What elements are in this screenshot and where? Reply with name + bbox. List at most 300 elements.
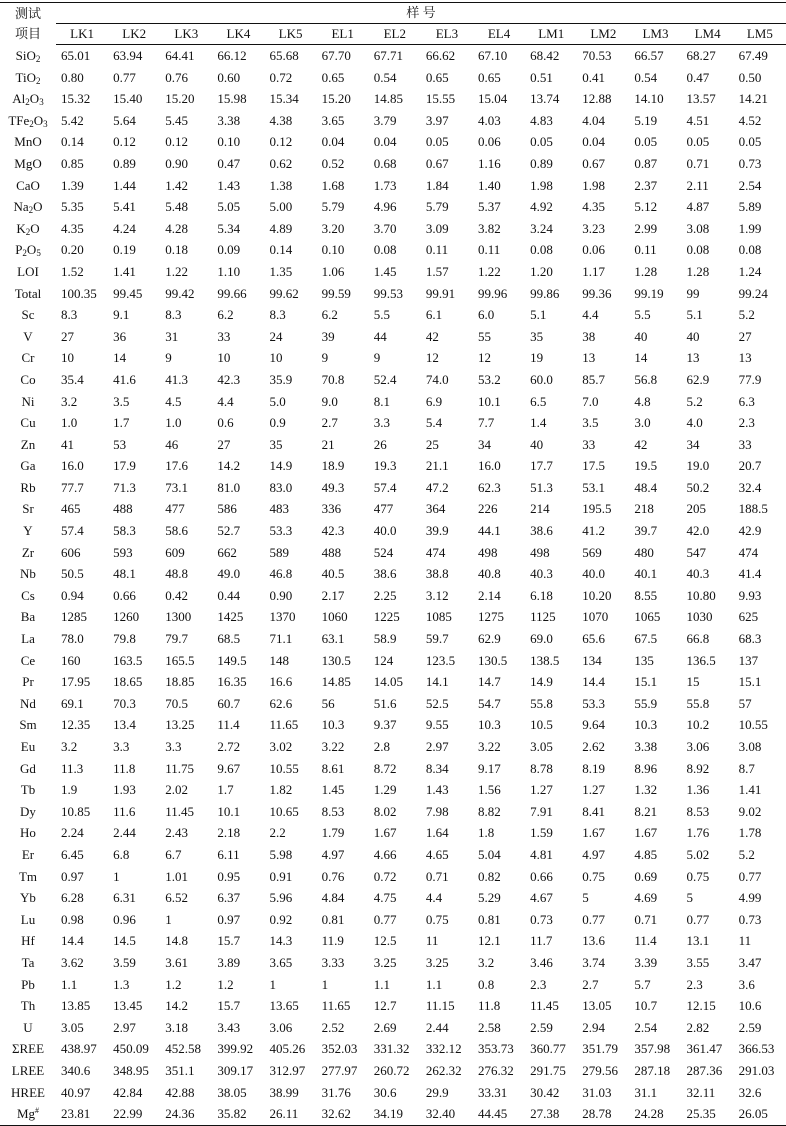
- table-cell: 12: [425, 350, 439, 366]
- table-cell: 11: [425, 933, 439, 949]
- table-cell: 488: [113, 501, 133, 517]
- table-cell: 4.04: [582, 112, 605, 128]
- table-cell: 195.5: [582, 501, 612, 517]
- table-cell: 0.81: [321, 911, 345, 927]
- table-cell: 0.89: [530, 155, 553, 171]
- table-cell: 2.3: [686, 976, 703, 992]
- table-cell: 6.28: [61, 890, 84, 906]
- table-cell: 138.5: [530, 652, 560, 668]
- table-cell: 291.75: [530, 1062, 566, 1078]
- table-cell: 3.20: [321, 220, 345, 236]
- table-cell: 0.09: [217, 242, 241, 258]
- table-cell: 6.5: [530, 393, 547, 409]
- table-cell: 14.21: [738, 91, 768, 107]
- table-row: [0, 995, 786, 1017]
- table-cell: 0.18: [165, 242, 188, 258]
- table-cell: 0.11: [634, 242, 657, 258]
- table-cell: 99.36: [582, 285, 612, 301]
- table-cell: 15.20: [165, 91, 195, 107]
- table-cell: 0.85: [61, 155, 84, 171]
- table-cell: 5.29: [478, 890, 501, 906]
- row-label: $Na_2O$: [13, 199, 43, 216]
- sample-header-row: [0, 24, 786, 45]
- table-cell: 0.80: [61, 69, 84, 85]
- table-cell: 8.82: [478, 803, 501, 819]
- table-cell: 58.3: [113, 523, 136, 539]
- table-cell: 99.86: [530, 285, 560, 301]
- row-label: Sm: [19, 717, 37, 733]
- table-row: [0, 110, 786, 132]
- table-cell: 62.9: [478, 631, 501, 647]
- table-cell: 2.3: [738, 415, 755, 431]
- table-cell: 124: [373, 652, 394, 668]
- table-cell: 0.77: [113, 69, 136, 85]
- corner-header-top: 测试: [14, 5, 41, 21]
- table-cell: 40.5: [321, 566, 345, 582]
- table-cell: 35.4: [61, 371, 84, 387]
- table-row: [0, 283, 786, 305]
- table-cell: 99.53: [373, 285, 403, 301]
- table-cell: 74.0: [425, 371, 449, 387]
- table-cell: 63.94: [113, 48, 143, 63]
- table-cell: 5.48: [165, 199, 188, 215]
- table-cell: 1070: [582, 609, 609, 625]
- table-cell: 0.11: [425, 242, 449, 258]
- column-header-lm2: LM2: [577, 24, 629, 45]
- table-cell: 33: [582, 436, 596, 452]
- table-cell: 0.89: [113, 155, 136, 171]
- table-cell: 69.1: [61, 695, 84, 711]
- table-cell: 40.0: [373, 523, 397, 539]
- table-cell: 5.12: [634, 199, 658, 215]
- table-cell: 13.05: [582, 998, 612, 1014]
- row-label: $P_2O_5$: [15, 242, 41, 259]
- table-cell: 32.6: [738, 1084, 762, 1100]
- table-cell: 4.69: [634, 890, 658, 906]
- table-cell: 19.0: [686, 458, 710, 474]
- table-cell: 11.3: [61, 760, 84, 776]
- table-cell: 31.03: [582, 1084, 612, 1100]
- table-cell: 79.8: [113, 631, 136, 647]
- table-cell: 589: [269, 544, 289, 560]
- table-cell: 57.4: [373, 479, 397, 495]
- row-label: $Al_2O_3$: [12, 91, 44, 108]
- table-cell: 10: [61, 350, 74, 366]
- table-cell: 1.84: [425, 177, 449, 193]
- table-cell: 4.35: [61, 220, 84, 236]
- table-cell: 9.37: [373, 717, 397, 733]
- table-cell: 361.47: [686, 1041, 723, 1057]
- table-body: [0, 45, 786, 1126]
- table-cell: 0.04: [582, 134, 605, 150]
- table-cell: 1.3: [113, 976, 130, 992]
- table-cell: 35.82: [212, 1103, 264, 1125]
- table-cell: 3.3: [165, 739, 182, 754]
- table-cell: 2.43: [165, 825, 188, 841]
- table-cell: 0.92: [269, 911, 293, 927]
- table-cell: 67.10: [478, 48, 508, 63]
- table-cell: 11: [738, 933, 752, 949]
- table-cell: 10.20: [582, 587, 612, 603]
- table-cell: 1.45: [373, 263, 397, 279]
- table-cell: 1.9: [61, 782, 78, 798]
- table-cell: 498: [530, 544, 550, 560]
- table-cell: 1.98: [530, 177, 553, 193]
- table-cell: 3.97: [425, 112, 449, 128]
- row-label: La: [21, 631, 35, 647]
- table-cell: 40.3: [530, 566, 553, 582]
- table-cell: 14.10: [634, 91, 664, 107]
- table-cell: 14.9: [530, 674, 553, 690]
- table-cell: 55.9: [634, 695, 658, 711]
- table-cell: 6.11: [217, 846, 240, 862]
- table-cell: 9.67: [217, 760, 241, 776]
- table-cell: 1425: [217, 609, 244, 625]
- table-row: [0, 693, 786, 715]
- table-row: [0, 758, 786, 780]
- row-label: Cs: [21, 587, 35, 603]
- table-cell: 14.3: [269, 933, 293, 949]
- table-cell: 5.4: [425, 415, 443, 431]
- table-cell: 0.77: [373, 911, 397, 927]
- table-cell: 5.79: [425, 199, 449, 215]
- table-cell: 14: [634, 350, 648, 366]
- table-cell: 136.5: [686, 652, 716, 668]
- table-cell: 0.68: [373, 155, 397, 171]
- table-cell: 2.99: [634, 220, 658, 236]
- table-cell: 66.8: [686, 631, 710, 647]
- table-cell: 4.51: [686, 112, 710, 128]
- row-label: Th: [20, 998, 36, 1014]
- table-cell: 67.49: [738, 48, 768, 63]
- table-cell: 277.97: [321, 1062, 358, 1078]
- column-header-lm4: LM4: [682, 24, 734, 45]
- table-cell: 79.7: [165, 631, 188, 647]
- table-cell: 357.98: [634, 1041, 671, 1057]
- table-cell: 81.0: [217, 479, 241, 495]
- column-header-lm5: LM5: [734, 24, 786, 45]
- table-cell: 3.3: [373, 415, 390, 431]
- table-cell: 3.05: [530, 739, 553, 754]
- table-cell: 1.52: [61, 263, 84, 279]
- table-cell: 13.4: [113, 717, 136, 733]
- table-cell: 0.71: [425, 868, 449, 884]
- table-cell: 1065: [634, 609, 661, 625]
- table-cell: 10.3: [321, 717, 345, 733]
- table-cell: 42.84: [113, 1084, 143, 1100]
- table-cell: 77.9: [738, 371, 762, 387]
- table-cell: 13: [686, 350, 700, 366]
- table-cell: 586: [217, 501, 237, 517]
- table-cell: 51.6: [373, 695, 397, 711]
- table-cell: 40.0: [582, 566, 605, 582]
- column-header-el3: EL3: [421, 24, 473, 45]
- table-row: [0, 1103, 786, 1125]
- table-cell: 1: [165, 911, 172, 927]
- table-cell: 1.32: [634, 782, 658, 798]
- table-cell: 1.36: [686, 782, 710, 798]
- table-cell: 0.98: [61, 911, 84, 927]
- table-cell: 3.38: [634, 739, 658, 754]
- table-cell: 7.91: [530, 803, 553, 819]
- column-header-lm3: LM3: [629, 24, 681, 45]
- table-cell: 1.64: [425, 825, 449, 841]
- table-cell: 49.0: [217, 566, 241, 582]
- table-cell: 41.4: [738, 566, 762, 582]
- table-cell: 6.52: [165, 890, 188, 906]
- row-label: ΣREE: [11, 1041, 45, 1057]
- table-cell: 1: [321, 976, 329, 992]
- table-cell: 336: [321, 501, 342, 517]
- table-cell: 70.5: [165, 695, 188, 711]
- table-cell: 1.4: [530, 415, 547, 431]
- table-cell: 2.02: [165, 782, 188, 798]
- table-cell: 279.56: [582, 1062, 618, 1078]
- table-cell: 4.84: [321, 890, 345, 906]
- table-cell: 0.62: [269, 155, 293, 171]
- table-cell: 62.3: [478, 479, 501, 495]
- table-cell: 2.44: [425, 1019, 449, 1035]
- table-cell: 14.4: [61, 933, 84, 949]
- table-cell: 3.6: [738, 976, 755, 992]
- table-cell: 53.2: [478, 371, 501, 387]
- table-cell: 0.51: [530, 69, 553, 85]
- table-cell: 11.6: [113, 803, 136, 819]
- table-cell: 25.35: [682, 1103, 734, 1125]
- table-cell: 1.93: [113, 782, 136, 798]
- table-cell: 0.72: [373, 868, 397, 884]
- table-cell: 0.47: [217, 155, 241, 171]
- table-cell: 2.24: [61, 825, 84, 841]
- table-cell: 2.54: [738, 177, 762, 193]
- table-cell: 8.3: [165, 307, 182, 323]
- table-cell: 2.54: [634, 1019, 658, 1035]
- table-cell: 662: [217, 544, 237, 560]
- table-cell: 438.97: [61, 1041, 97, 1057]
- table-cell: 0.71: [634, 911, 658, 927]
- table-cell: 1.29: [373, 782, 397, 798]
- row-label: Gd: [20, 760, 36, 776]
- table-cell: 40.8: [478, 566, 501, 582]
- table-cell: 332.12: [425, 1041, 462, 1057]
- table-cell: 1085: [425, 609, 452, 625]
- table-cell: 6.2: [217, 307, 234, 323]
- table-cell: 0.82: [478, 868, 501, 884]
- table-cell: 14.5: [113, 933, 136, 949]
- table-cell: 1: [113, 868, 120, 884]
- table-row: [0, 779, 786, 801]
- table-cell: 44: [373, 328, 387, 344]
- table-cell: 33: [217, 328, 231, 344]
- table-cell: 4.83: [530, 112, 553, 128]
- row-label: Dy: [20, 803, 36, 819]
- column-header-lk3: LK3: [160, 24, 212, 45]
- table-cell: 0.04: [373, 134, 397, 150]
- table-cell: 10.55: [269, 760, 299, 776]
- table-row: [0, 671, 786, 693]
- table-cell: 1030: [686, 609, 713, 625]
- table-cell: 1.73: [373, 177, 397, 193]
- table-cell: 11.9: [321, 933, 344, 949]
- table-cell: 35.9: [269, 371, 293, 387]
- table-cell: 7.0: [582, 393, 599, 409]
- table-cell: 9.02: [738, 803, 762, 819]
- table-cell: 3.65: [269, 954, 293, 970]
- table-cell: 13: [738, 350, 752, 366]
- row-label: Sr: [22, 501, 34, 517]
- table-cell: 10.55: [738, 717, 768, 733]
- table-cell: 4.24: [113, 220, 136, 236]
- corner-header-cell: [0, 3, 56, 45]
- table-cell: 12.7: [373, 998, 397, 1014]
- table-cell: 0.08: [686, 242, 710, 258]
- table-cell: 1.82: [269, 782, 293, 798]
- table-cell: 0.12: [269, 134, 293, 150]
- table-row: [0, 822, 786, 844]
- table-cell: 42.3: [217, 371, 241, 387]
- table-cell: 0.14: [269, 242, 293, 258]
- table-cell: 8.3: [269, 307, 286, 323]
- table-cell: 3.3: [113, 739, 130, 754]
- table-cell: 13.1: [686, 933, 710, 949]
- table-cell: 0.11: [478, 242, 501, 258]
- table-cell: 10.3: [634, 717, 658, 733]
- table-cell: 13: [582, 350, 596, 366]
- table-cell: 0.97: [217, 911, 241, 927]
- table-cell: 1.38: [269, 177, 293, 193]
- table-cell: 24.28: [629, 1103, 681, 1125]
- table-cell: 65.01: [61, 48, 91, 63]
- table-cell: 4.28: [165, 220, 188, 236]
- table-cell: 38: [582, 328, 596, 344]
- table-cell: 5.37: [478, 199, 501, 215]
- table-cell: 291.03: [738, 1062, 775, 1078]
- row-label: Total: [14, 285, 42, 301]
- table-cell: 77.7: [61, 479, 84, 495]
- table-cell: 5.2: [738, 307, 755, 323]
- table-cell: 24.36: [160, 1103, 212, 1125]
- table-cell: 4.67: [530, 890, 553, 906]
- table-cell: 6.7: [165, 846, 182, 862]
- table-cell: 41: [61, 436, 74, 452]
- table-cell: 5.1: [686, 307, 703, 323]
- table-cell: 477: [373, 501, 394, 517]
- table-cell: 59.7: [425, 631, 449, 647]
- table-cell: 99.42: [165, 285, 195, 301]
- table-cell: 3.61: [165, 954, 188, 970]
- table-cell: 1.2: [217, 976, 234, 992]
- table-cell: 8.53: [686, 803, 710, 819]
- table-cell: 474: [425, 544, 446, 560]
- table-cell: 0.12: [113, 134, 136, 150]
- table-cell: 5.5: [634, 307, 651, 323]
- table-cell: 165.5: [165, 652, 195, 668]
- table-cell: 148: [269, 652, 289, 668]
- table-cell: 0.75: [686, 868, 710, 884]
- table-cell: 1.78: [738, 825, 762, 841]
- table-cell: 2.7: [321, 415, 338, 431]
- table-row: [0, 391, 786, 413]
- table-cell: 56: [321, 695, 335, 711]
- table-cell: 0.91: [269, 868, 293, 884]
- table-cell: 609: [165, 544, 185, 560]
- table-row: [0, 909, 786, 931]
- table-cell: 2.25: [373, 587, 397, 603]
- table-row: [0, 455, 786, 477]
- table-cell: 8.96: [634, 760, 658, 776]
- table-cell: 0.44: [217, 587, 241, 603]
- table-cell: 17.5: [582, 458, 605, 474]
- table-cell: 1.45: [321, 782, 345, 798]
- table-cell: 1225: [373, 609, 400, 625]
- table-cell: 35: [269, 436, 283, 452]
- table-cell: 4.8: [634, 393, 651, 409]
- table-cell: 33.31: [478, 1084, 508, 1100]
- table-cell: 15.34: [269, 91, 299, 107]
- table-cell: 2.97: [425, 739, 449, 754]
- table-cell: 19: [530, 350, 544, 366]
- table-cell: 6.8: [113, 846, 130, 862]
- table-cell: 10.3: [478, 717, 501, 733]
- table-cell: 27: [217, 436, 231, 452]
- table-cell: 2.18: [217, 825, 241, 841]
- table-cell: 1300: [165, 609, 192, 625]
- column-header-el1: EL1: [317, 24, 369, 45]
- table-cell: 0.76: [321, 868, 345, 884]
- table-cell: 16.0: [478, 458, 501, 474]
- table-cell: 68.27: [686, 48, 716, 63]
- table-cell: 1.27: [582, 782, 605, 798]
- table-cell: 1275: [478, 609, 504, 625]
- table-cell: 9: [373, 350, 381, 366]
- table-cell: 50.5: [61, 566, 84, 582]
- table-cell: 7.7: [478, 415, 495, 431]
- table-cell: 56.8: [634, 371, 658, 387]
- table-cell: 331.32: [373, 1041, 410, 1057]
- table-cell: 5.89: [738, 199, 762, 215]
- table-cell: 85.7: [582, 371, 605, 387]
- table-cell: 488: [321, 544, 342, 560]
- table-cell: 100.35: [61, 285, 97, 301]
- table-cell: 3.70: [373, 220, 397, 236]
- table-cell: 0.14: [61, 134, 84, 150]
- table-cell: 1: [269, 976, 276, 992]
- table-cell: 8.41: [582, 803, 605, 819]
- table-cell: 4.87: [686, 199, 710, 215]
- table-cell: 5: [686, 890, 693, 906]
- table-cell: 13.57: [686, 91, 716, 107]
- table-cell: 0.08: [530, 242, 553, 258]
- table-row: [0, 801, 786, 823]
- table-cell: 0.06: [478, 134, 501, 150]
- table-cell: 0.81: [478, 911, 501, 927]
- table-cell: 65.6: [582, 631, 605, 647]
- table-cell: 40: [634, 328, 648, 344]
- table-cell: 10.1: [217, 803, 241, 819]
- table-cell: 42.0: [686, 523, 710, 539]
- table-cell: 51.3: [530, 479, 553, 495]
- table-cell: 38.6: [530, 523, 553, 539]
- table-cell: 32.40: [421, 1103, 473, 1125]
- table-cell: 99.66: [217, 285, 247, 301]
- table-cell: 3.09: [425, 220, 449, 236]
- table-cell: 0.67: [582, 155, 605, 171]
- table-cell: 11.75: [165, 760, 195, 776]
- table-cell: 55.8: [530, 695, 553, 711]
- row-label: V: [23, 328, 33, 344]
- row-label: Mg#: [0, 1103, 56, 1125]
- table-cell: 477: [165, 501, 185, 517]
